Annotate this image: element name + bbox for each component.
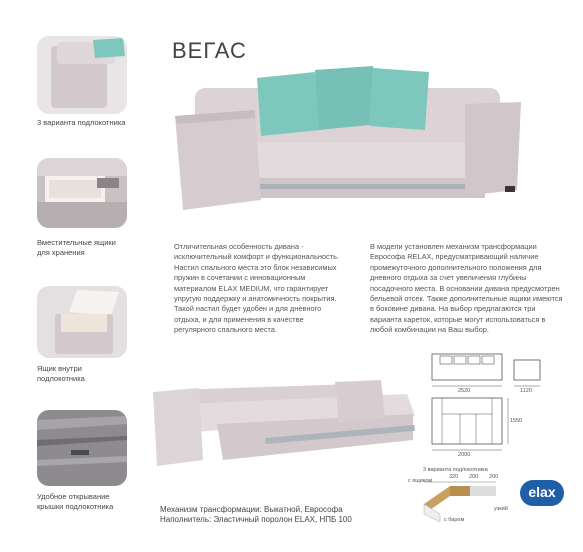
sofa-unfolded-photo bbox=[145, 362, 420, 477]
spec-filler: Наполнитель: Эластичный поролон ELAX, НПБ 100 bbox=[160, 515, 352, 524]
feature-caption-2: Вместительные ящики для хранения bbox=[37, 238, 116, 257]
dimension-sleep-length: 2000 bbox=[458, 452, 471, 458]
armrest-size-3: 200 bbox=[489, 474, 499, 480]
armrest-photo bbox=[37, 36, 127, 114]
description-right: В модели установлен механизм трансформации Еврософа RELAX, предусматривающий наличие промежуточного дополнительного положения для дневного отдыха за счет увеличения глубины посадочного места. В основании дивана предусмотрен бельевой отсек. Также дополнительные ящики имеются в боковине дивана. На выбор предлагаются три варианта кареток, которые могут использоваться в любой комбинации на Ваш выбор. bbox=[370, 242, 563, 335]
feature-caption-4: Удобное открывание крышки подлокотника bbox=[37, 492, 114, 511]
dimension-depth: 1120 bbox=[520, 388, 532, 394]
description-left: Отличительная особенность дивана - исключительный комфорт и функциональность. Настил спального места это блок независимых пружин в сочетании с инновационным материалом ELAX MEDIUM, что гарантирует упругую поддержку и анатомичность покрытия. Такой настил будет удобен и для дневного отдыха, и для применения в качестве регулярного спального места. bbox=[174, 242, 339, 335]
feature-caption-3: Ящик внутри подлокотника bbox=[37, 364, 85, 383]
brand-logo bbox=[520, 480, 564, 506]
armrest-label-bar: с баром bbox=[444, 517, 465, 523]
sofa-main-photo bbox=[165, 60, 535, 235]
dimension-width: 2520 bbox=[458, 388, 471, 394]
brand-logo-text: elax bbox=[528, 484, 556, 500]
specs-block bbox=[160, 505, 352, 525]
armrest-lid-photo bbox=[37, 410, 127, 486]
storage-drawer-photo bbox=[37, 158, 127, 228]
armrest-label-narrow: узкий bbox=[494, 506, 508, 512]
armrest-label-box: с ящиком bbox=[408, 478, 433, 484]
dimension-sleep-width: 1550 bbox=[510, 418, 523, 424]
feature-caption-1: 3 варианта подлокотника bbox=[37, 118, 126, 127]
armrest-size-1: 320 bbox=[449, 474, 459, 480]
armrest-size-2: 200 bbox=[469, 474, 479, 480]
armrest-drawer-photo bbox=[37, 286, 127, 358]
product-title: ВЕГАС bbox=[172, 38, 247, 63]
spec-mechanism: Механизм трансформации: Выкатной, Еврософа bbox=[160, 505, 343, 514]
armrest-variants-title: 3 варианта подлокотника bbox=[423, 467, 488, 473]
dimensions-diagram bbox=[410, 350, 550, 485]
